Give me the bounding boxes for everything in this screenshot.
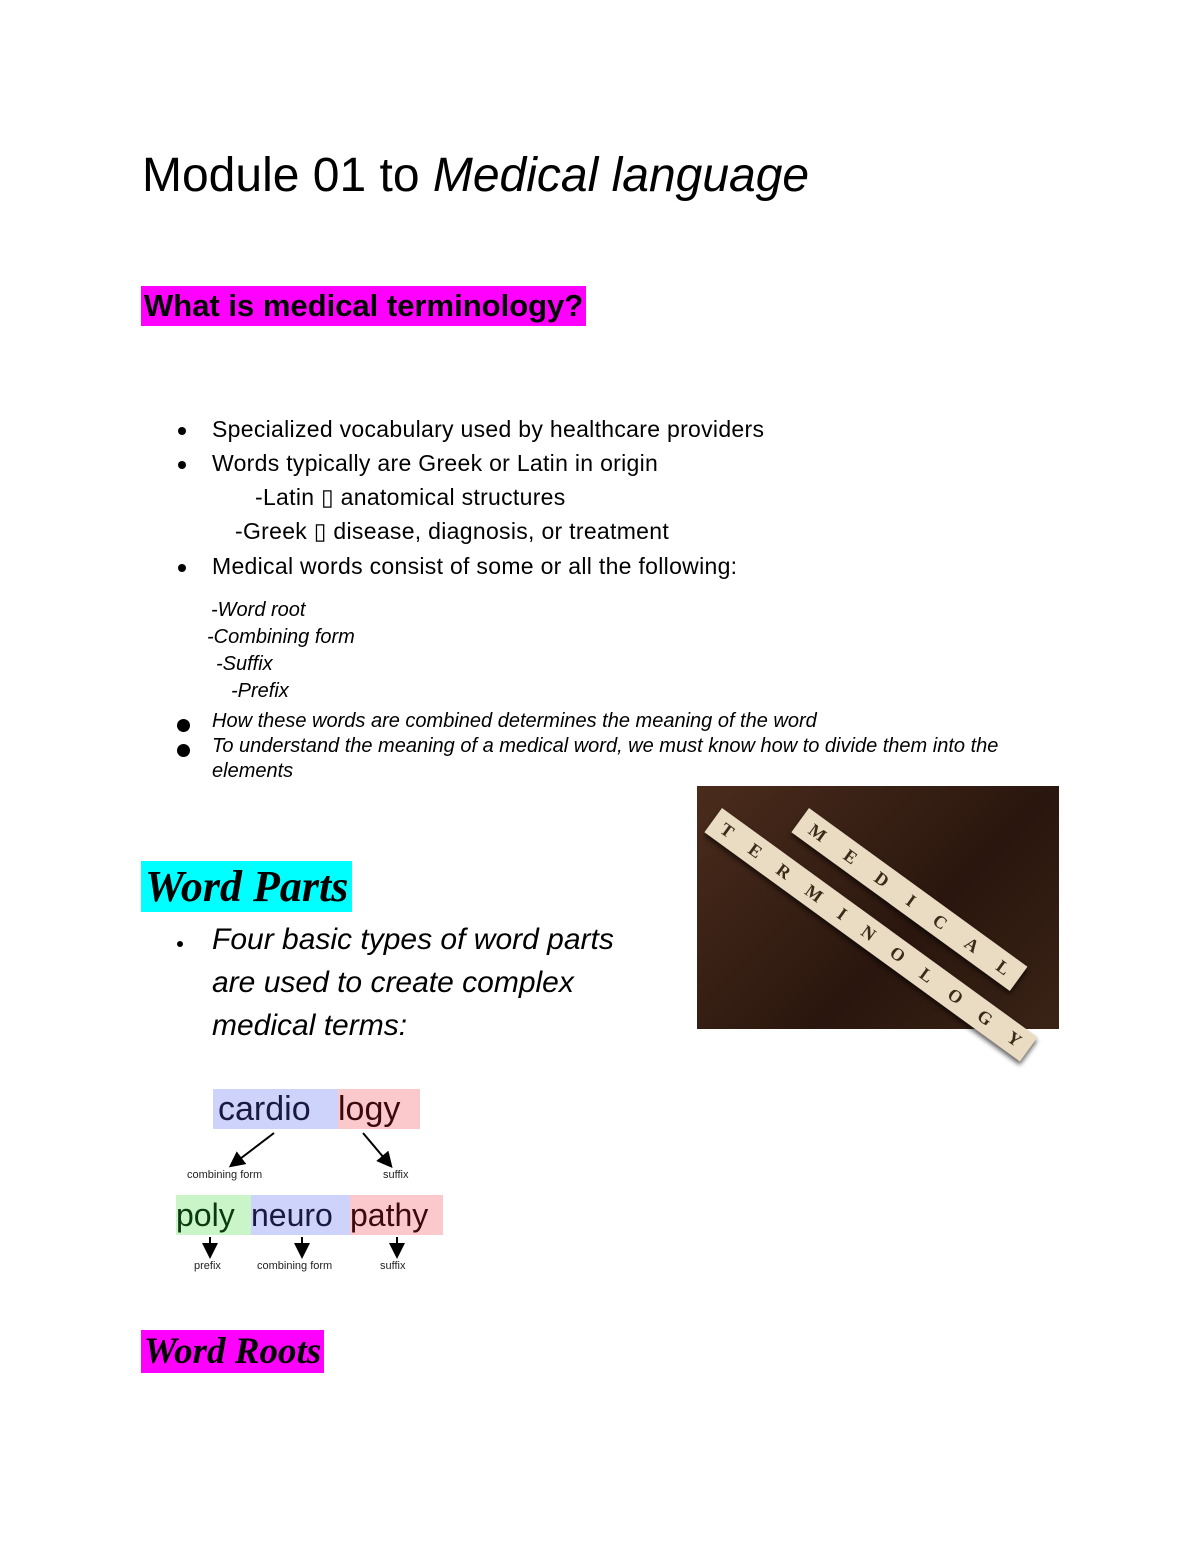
tile: E [840,844,862,868]
bullet-text: To understand the meaning of a medical word, we must know how to divide them into the [212,735,999,757]
neuro-segment: neuro [251,1195,350,1235]
bullet-icon [177,719,190,732]
tile: E [744,838,767,862]
tile-row-terminology [704,808,1037,1062]
bullet-text: How these words are combined determines the meaning of the word [212,710,817,732]
heading-word-parts: Word Parts [141,861,352,912]
tile: M [801,879,828,907]
word-parts-line: are used to create complex [212,966,574,999]
tile: M [805,819,831,846]
bullet-icon [178,461,186,469]
tile: Y [1003,1026,1026,1051]
label-suffix: suffix [383,1169,409,1181]
sub-text: -Latin ▯ anatomical structures [255,484,566,510]
tile: N [857,920,880,945]
tile: G [973,1005,997,1030]
label-combining-form: combining form [257,1260,333,1272]
label-prefix: prefix [194,1260,221,1272]
part-item: -Combining form [207,626,355,648]
word-parts-line: medical terms: [212,1009,408,1042]
tile: T [716,818,739,842]
part-item: -Suffix [216,653,273,675]
bullet-text: Specialized vocabulary used by healthcare providers [212,416,765,442]
tile: O [886,941,910,967]
tile: D [870,867,894,891]
label-combining-form: combining form [187,1169,263,1181]
tile: A [961,932,984,957]
page-title [142,148,809,203]
tile: O [944,983,968,1008]
title-italic: Medical language [432,149,810,202]
title-plain: Module 01 to [142,149,433,202]
tile: L [916,963,938,987]
word-parts-line: Four basic types of word parts [212,923,614,956]
arrows-icon [170,1085,460,1280]
part-item: -Word root [211,599,306,621]
label-suffix: suffix [380,1260,406,1272]
sub-text: -Greek ▯ disease, diagnosis, or treatment [235,518,670,544]
bullet-icon [178,427,186,435]
logy-segment: logy [338,1089,420,1129]
part-item: -Prefix [231,680,289,702]
tile: C [929,909,952,934]
heading-what-is: What is medical terminology? [141,286,586,326]
tile: I [833,903,852,924]
tile: R [772,859,796,883]
poly-segment: poly [176,1195,251,1235]
bullet-text: elements [212,760,294,782]
cardio-segment: cardio [213,1089,343,1129]
tile: I [902,890,920,911]
bullet-icon [178,564,186,572]
heading-word-roots: Word Roots [141,1330,324,1373]
bullet-text: Medical words consist of some or all the following: [212,553,738,579]
bullet-icon [177,744,190,757]
bullet-icon [177,941,183,947]
tile: L [992,955,1015,979]
word-parts-diagram [170,1085,460,1280]
bullet-text: Words typically are Greek or Latin in origin [212,450,659,476]
pathy-segment: pathy [350,1195,443,1235]
scrabble-photo [697,786,1059,1051]
